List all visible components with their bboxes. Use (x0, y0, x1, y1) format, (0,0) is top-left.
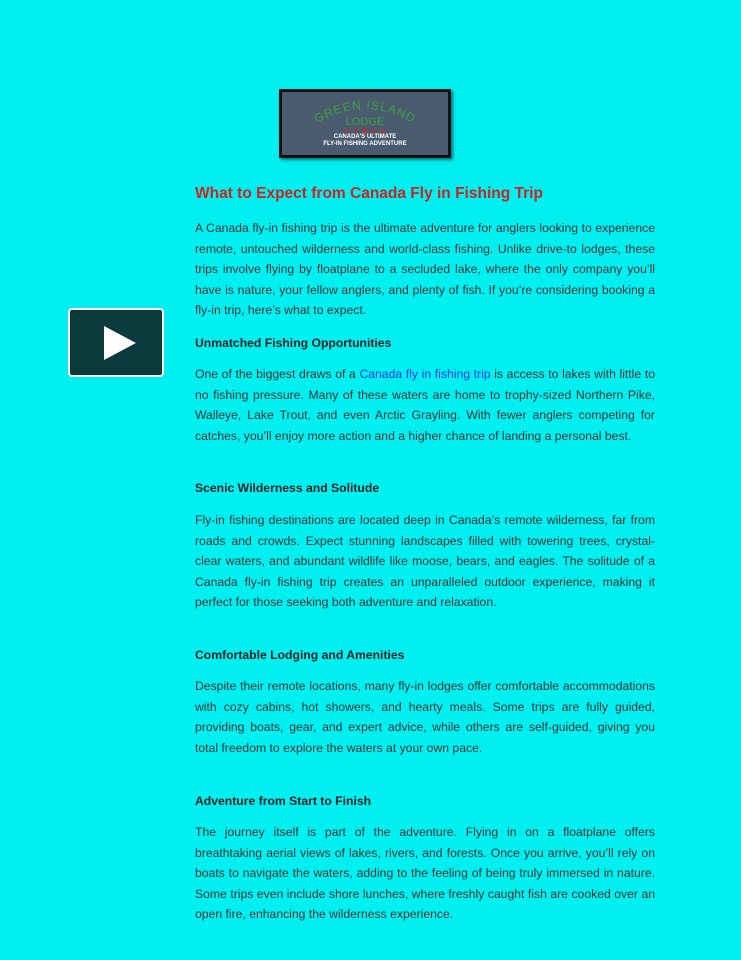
section-paragraph (195, 364, 655, 446)
section-heading: Comfortable Lodging and Amenities (195, 648, 405, 662)
text: One of the biggest draws of a (195, 367, 360, 381)
section-heading: Adventure from Start to Finish (195, 794, 372, 808)
section-heading: Scenic Wilderness and Solitude (195, 481, 380, 495)
play-button[interactable] (68, 308, 164, 377)
svg-text:GREEN ISLAND: GREEN ISLAND (311, 97, 419, 126)
section-paragraph: The journey itself is part of the adventure. Flying in on a floatplane offers breathtaking aerial views of lakes, rivers, and forests. Once you arrive, you’ll rely on boats to navigate the waters, adding to the feeling of being truly immersed in nature. Some trips even include shore lunches, where freshly caught fish are cooked over an open fire, enhancing the wilderness experience. (195, 825, 655, 921)
page-title: What to Expect from Canada Fly in Fishing Trip (195, 185, 543, 202)
text: is access to lakes with little to no fishing pressure. Many of these waters are home to trophy-sized Northern Pike, Walleye, Lake Trout, and even Arctic Grayling. With fewer anglers competing for catches, you’ll enjoy more action and a higher chance of landing a personal best. (195, 367, 655, 443)
green-island-lodge-logo (279, 89, 451, 158)
fly-in-fishing-link[interactable]: Canada fly in fishing trip (359, 367, 491, 381)
section-paragraph: Despite their remote locations, many fly-in lodges offer comfortable accommodations with cozy cabins, hot showers, and hearty meals. Some trips are fully guided, providing boats, gear, and expert advice, while others are self-guided, giving you total freedom to explore the waters at your own pace. (195, 679, 655, 755)
section-paragraph: Fly-in fishing destinations are located deep in Canada’s remote wilderness, far from roads and crowds. Expect stunning landscapes filled with towering trees, crystal-clear waters, and abundant wildlife like moose, bears, and eagles. The solitude of a Canada fly-in fishing trip creates an unparalleled outdoor experience, making it perfect for those seeking both adventure and relaxation. (195, 513, 655, 609)
logo-tagline: CANADA'S ULTIMATE (333, 134, 397, 140)
logo-tagline: FLY-IN FISHING ADVENTURE (323, 141, 407, 147)
intro-paragraph: A Canada fly-in fishing trip is the ultimate adventure for anglers looking to experience remote, untouched wilderness and world-class fishing. Unlike drive-to lodges, these trips involve flying by floatplane to a secluded lake, where the only company you’ll have is nature, your fellow anglers, and plenty of fish. If you’re considering booking a fly-in trip, here’s what to expect. (195, 221, 655, 317)
play-icon (102, 324, 138, 362)
svg-text:LODGE: LODGE (345, 116, 385, 128)
section-heading: Unmatched Fishing Opportunities (195, 336, 392, 350)
